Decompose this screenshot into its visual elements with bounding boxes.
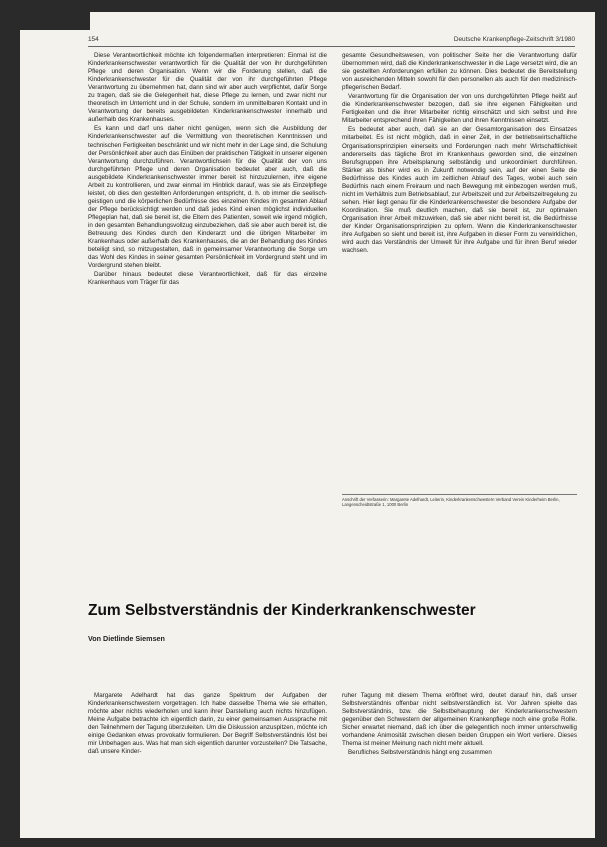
- paragraph: gesamte Gesundheitswesen, von politischer Seite her die Verantwortung dafür übernommen wird, daß die Kinderkrankenschwester in die Lage versetzt wird, die an sie gestellten Anforderungen erfüllen zu können. Dies bedeutet die Bereitstellung von ausreichenden Mitteln sowohl für den personellen als auch für den medizinisch-pflegerischen Bedarf.: [342, 52, 577, 92]
- column-3: [88, 692, 327, 827]
- page-number: 154: [88, 36, 99, 43]
- journal-page: [20, 12, 595, 838]
- running-header: [88, 36, 575, 47]
- paragraph: Es bedeutet aber auch, daß sie an der Gesamtorganisation des Einsatzes mitarbeitet. Es ist nicht möglich, daß in einer Zeit, in der betriebswirtschaftliche Organisationsprinzipien einerseits und Forderungen nach mehr Wirtschaftlichkeit andererseits das tägliche Brot im Krankenhaus geworden sind, die einzelnen Berufsgruppen ihre Arbeitsplanung selbständig und unkoordiniert durchführen. Stärker als bisher wird es in Zukunft notwendig sein, auf der einen Seite die Bedürfnisse des Kindes auch im zeitlichen Ablauf des Tages, wobei auch sein Bedürfnis nach einem Freiraum und nach Bewegung mit einbezogen werden muß, nicht im Verhältnis zum Betriebsablauf, zur Arbeitszeit und zur Arbeitszeitregelung zu sehen. Hier liegt genau für die Kinderkrankenschwester die besondere Aufgabe der Koordination. Sie muß deutlich machen, daß sie bereit ist, zur optimalen Organisation ihrer Arbeit mitzuwirken, daß sie aber nicht bereit ist, die Bedürfnisse der Kinder Organisationsprinzipien zu opfern. Wenn die Kinderkrankenschwester ihre Aufgaben so sieht und bereit ist, ihre Aufgaben in dieser Form zu verwirklichen, wird auch das Verständnis der Umwelt für ihre Aufgabe und für ihren Beruf wieder wachsen.: [342, 126, 577, 255]
- journal-title: Deutsche Krankenpflege-Zeitschrift 3/1980: [453, 36, 575, 43]
- author-address-footnote: Anschrift der Verfasserin: Margarete Adelhardt, Leiterin, Kinderkrankenschwestern Verband Verein Kinderheim Berlin, Langenscheidtstraße 1, 1000 Berlin: [342, 494, 577, 507]
- column-4: [342, 692, 577, 827]
- article-title: Zum Selbstverständnis der Kinderkrankenschwester: [88, 602, 476, 619]
- paragraph: Verantwortung für die Organisation der von uns durchgeführten Pflege heißt auf die Kinderkrankenschwester bezogen, daß sie ihre eigenen Fähigkeiten und Fertigkeiten und die ihrer Mitarbeiter richtig einschätzt und sich selbst und ihre Mitarbeiter entsprechend ihren Fähigkeiten und ihren Kenntnissen einsetzt.: [342, 93, 577, 125]
- paragraph: ruher Tagung mit diesem Thema eröffnet wird, deutet darauf hin, daß unser Selbstverständnis offenbar nicht selbstverständlich ist. Vor Jahren spielte das Selbstverständnis, bzw. die Selbstbehauptung der Kinderkrankenschwestern gegenüber den Schwestern der allgemeinen Krankenpflege noch eine große Rolle. Sicher erwartet niemand, daß ich über die gelegentlich noch immer unterschwellig vorhandene Animosität zwischen diesen beiden Gruppen ein Wort verliere. Dieses Thema ist meiner Meinung nach nicht mehr aktuell.: [342, 692, 577, 748]
- paragraph: Es kann und darf uns daher nicht genügen, wenn sich die Ausbildung der Kinderkrankenschwester auf die Vermittlung von theoretischen Kenntnissen und technischen Fertigkeiten beschränkt und wir nicht mehr in der Lage sind, die Schulung der Persönlichkeit aber auch das Einüben der praktischen Tätigkeit in unserer eigenen Verantwortung durchzuführen. Verantwortlichsein für die Qualität der von uns durchgeführten Pflege und deren Organisation bedeutet aber auch, daß die ausgebildete Kinderkrankenschwester immer bereit ist hinzuzulernen, ihre eigene Arbeit zu kontrollieren, und zwar einmal im Hinblick darauf, was sie als Einzelpflege leistet, ob dies den gestellten Anforderungen entspricht, d. h. ob immer die seelisch-geistigen und die körperlichen Bedürfnisse des einzelnen Kindes im gesamten Ablauf der Pflege berücksichtigt werden und daß jedes Kind einen möglichst individuellen Pflegeplan hat, daß sie bereit ist, die Eltern des Patienten, soweit wie irgend möglich, in den gesamten Behandlungsvollzug einzubeziehen, daß sie aber auch bereit ist, die Betreuung des Kindes durch den Kinderarzt und die übrigen Mitarbeiter im Krankenhaus oder außerhalb des Krankenhauses, die an der Behandlung des Kindes beteiligt sind, so mitzugestalten, daß in gemeinsamer Verantwortung die Sorge um das Wohl des Kindes in seiner gesamten Persönlichkeit im Vordergrund steht und im Vordergrund stehen bleibt.: [88, 125, 327, 270]
- paragraph: Margarete Adelhardt hat das ganze Spektrum der Aufgaben der Kinderkrankenschwestern vorgetragen. Ich habe dasselbe Thema wie sie erhalten, möchte aber nichts wiederholen und kann ihrer Darstellung auch nichts hinzufügen. Meine Aufgabe betrachte ich eigentlich darin, zu einer gemeinsamen Aussprache mit den Teilnehmern der Tagung überzuleiten. Um die Diskussion anzuspitzen, möchte ich einige Gedanken etwas provokativ formulieren. Der Begriff Selbstverständnis löst bei mir Unbehagen aus. Was hat man sich eigentlich darunter vorzustellen? Die Tatsache, daß unsere Kinder-: [88, 692, 327, 756]
- article-author: Von Dietlinde Siemsen: [88, 634, 165, 643]
- paragraph: Darüber hinaus bedeutet diese Verantwortlichkeit, daß für das einzelne Krankenhaus vom Träger für das: [88, 271, 327, 287]
- paragraph: Berufliches Selbstverständnis hängt eng zusammen: [348, 749, 492, 757]
- column-1: [88, 52, 327, 526]
- scan-shadow: [20, 12, 90, 30]
- column-2: [342, 52, 577, 470]
- paragraph: Diese Verantwortlichkeit möchte ich folgendermaßen interpretieren: Einmal ist die Kinderkrankenschwester verantwortlich für die Qualität der von ihr durchgeführten Pflege und deren Organisation. Wenn wir die Forderung stellen, daß die Kinderkrankenschwester für die Qualität der von ihr durchgeführten Pflege Verantwortung zu übernehmen hat, dann sind wir aber auch verpflichtet, dafür Sorge zu tragen, daß sie die Gelegenheit hat, diese Pflege zu lernen, und zwar nicht nur theoretisch im Unterricht und in der Schule, sondern im unmittelbaren Kontakt und in Verantwortung der bereits ausgebildeten Kinderkrankenschwester innerhalb und außerhalb des Krankenhauses.: [88, 52, 327, 124]
